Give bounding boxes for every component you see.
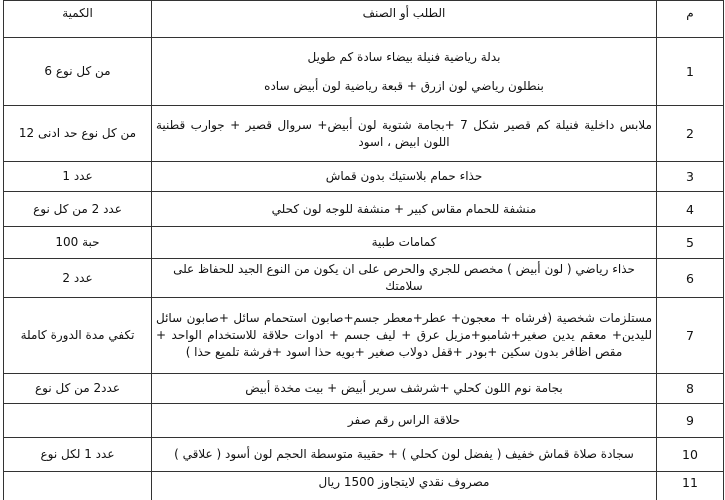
table-row <box>4 298 724 374</box>
row-quantity: 100 حبة <box>4 227 152 259</box>
row-quantity: عدد 1 لكل نوع <box>4 438 152 472</box>
row-number: 1 <box>657 38 724 106</box>
row-item: مستلزمات شخصية (فرشاه + معجون+ عطر+معطر جسم+صابون استحمام سائل +صابون سائل لليدين+ معقم يدين صغير+شامبو+مزيل عرق + ليف جسم + ادوات حلاقة للاستخدام الواحد + مقص اظافر بدون سكين +بودر +قفل دولاب صغير +بويه حذا اسود +فرشة تلميع حذا ) <box>152 298 657 374</box>
row-item: بجامة نوم اللون كحلي +شرشف سرير أبيض + بيت مخدة أبيض <box>152 374 657 404</box>
row-quantity: عدد 2 من كل نوع <box>4 192 152 227</box>
row-number: 11 <box>657 472 724 500</box>
row-number: 4 <box>657 192 724 227</box>
row-quantity: 12 من كل نوع حد ادنى <box>4 106 152 162</box>
row-number: 10 <box>657 438 724 472</box>
row-quantity: عدد 1 <box>4 162 152 192</box>
row-item-line: بدلة رياضية فنيلة بيضاء سادة كم طويل <box>307 49 501 64</box>
table-row <box>4 227 724 259</box>
table-row <box>4 162 724 192</box>
row-quantity: 6 من كل نوع <box>4 38 152 106</box>
header-number: م <box>657 1 724 38</box>
row-item: منشفة للحمام مقاس كبير + منشفة للوجه لون كحلي <box>152 192 657 227</box>
header-item: الطلب أو الصنف <box>152 1 657 38</box>
row-number: 5 <box>657 227 724 259</box>
row-item: حلاقة الراس رقم صفر <box>152 404 657 438</box>
table-row <box>4 404 724 438</box>
row-number: 8 <box>657 374 724 404</box>
table-header-row <box>4 1 724 38</box>
row-item: كمامات طبية <box>152 227 657 259</box>
row-item: حذاء حمام بلاستيك بدون قماش <box>152 162 657 192</box>
table-row <box>4 106 724 162</box>
header-quantity: الكمية <box>4 1 152 38</box>
row-number: 9 <box>657 404 724 438</box>
row-item: مصروف نقدي لايتجاوز 1500 ريال <box>152 472 657 500</box>
table-row <box>4 374 724 404</box>
table-row <box>4 38 724 106</box>
row-number: 6 <box>657 259 724 298</box>
table-row <box>4 192 724 227</box>
row-quantity <box>4 472 152 500</box>
row-number: 7 <box>657 298 724 374</box>
row-item-line: بنطلون رياضي لون ازرق + قبعة رياضية لون أبيض ساده <box>264 78 544 93</box>
table-row <box>4 472 724 500</box>
row-item <box>152 38 657 106</box>
row-quantity: تكفي مدة الدورة كاملة <box>4 298 152 374</box>
table-row <box>4 259 724 298</box>
row-item: حذاء رياضي ( لون أبيض ) مخصص للجري والحرص على ان يكون من النوع الجيد للحفاظ على سلامتك <box>152 259 657 298</box>
row-item: ملابس داخلية فنيلة كم قصير شكل 7 +بجامة شتوية لون أبيض+ سروال قصير + جوارب قطنية اللون ابيض ، اسود <box>152 106 657 162</box>
row-quantity: عدد2 من كل نوع <box>4 374 152 404</box>
table-row <box>4 438 724 472</box>
row-quantity: عدد 2 <box>4 259 152 298</box>
requirements-table <box>3 0 724 500</box>
row-quantity <box>4 404 152 438</box>
row-number: 3 <box>657 162 724 192</box>
row-number: 2 <box>657 106 724 162</box>
row-item: سجادة صلاة قماش خفيف ( يفضل لون كحلي ) + حقيبة متوسطة الحجم لون أسود ( علاقي ) <box>152 438 657 472</box>
